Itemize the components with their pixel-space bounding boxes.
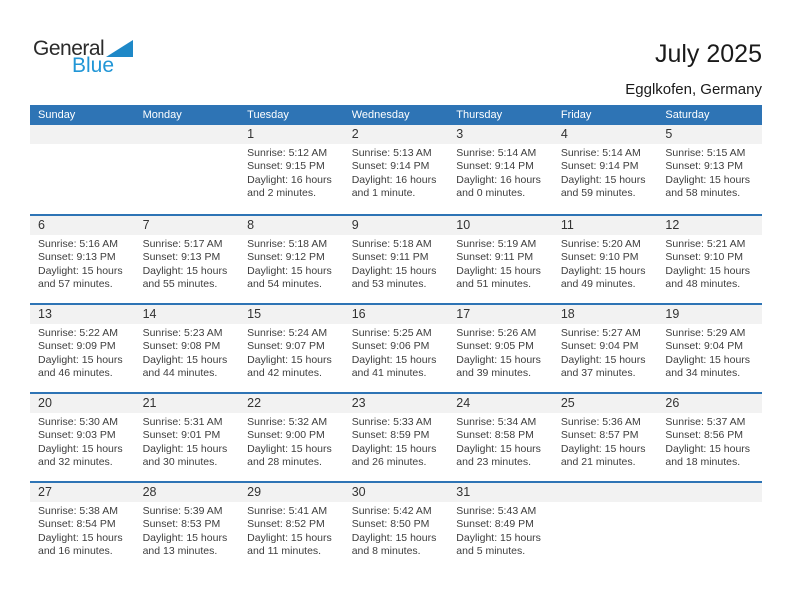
daylight-text-line1: Daylight: 15 hours	[351, 264, 437, 277]
daylight-text-line1: Daylight: 16 hours	[351, 173, 437, 186]
calendar-day-cell	[135, 483, 240, 570]
general-blue-logo	[33, 38, 173, 76]
weekday-header-thursday: Thursday	[456, 109, 503, 121]
sunrise-text: Sunrise: 5:42 AM	[351, 505, 432, 517]
daylight-text-line1: Daylight: 16 hours	[247, 173, 332, 186]
calendar-day-cell	[344, 483, 449, 570]
sunset-text: Sunset: 9:03 PM	[38, 429, 116, 442]
day-number-band	[239, 216, 344, 235]
day-number-band	[657, 216, 762, 235]
day-number: 15	[247, 307, 262, 321]
calendar-day-cell	[239, 216, 344, 303]
day-number-band	[30, 483, 135, 502]
daylight-text-line2: and 42 minutes.	[247, 367, 322, 380]
sunrise-text: Sunrise: 5:19 AM	[456, 238, 537, 250]
weekday-header-monday: Monday	[142, 109, 182, 121]
sunset-text: Sunset: 9:10 PM	[560, 251, 639, 264]
calendar-day-cell	[657, 305, 762, 392]
daylight-text-line1: Daylight: 15 hours	[665, 442, 751, 455]
week-row	[30, 481, 762, 570]
day-number-band	[135, 305, 240, 324]
day-number: 9	[351, 218, 359, 232]
daylight-text-line2: and 37 minutes.	[560, 367, 636, 380]
day-info	[239, 235, 344, 292]
daylight-text-line1: Daylight: 15 hours	[665, 173, 751, 186]
daylight-text-line2: and 13 minutes.	[142, 545, 218, 558]
sunset-text: Sunset: 9:08 PM	[142, 340, 221, 353]
sunrise-text: Sunrise: 5:22 AM	[38, 327, 118, 339]
calendar-day-cell	[239, 483, 344, 570]
calendar-day-cell	[344, 125, 449, 214]
calendar-day-cell	[344, 394, 449, 481]
day-number: 12	[665, 218, 680, 232]
daylight-text-line2: and 44 minutes.	[142, 367, 218, 380]
calendar-day-cell	[553, 125, 658, 214]
day-number-band	[344, 483, 449, 502]
logo-text-general: General	[33, 37, 105, 60]
calendar-day-cell	[344, 305, 449, 392]
sunset-text: Sunset: 9:15 PM	[247, 160, 325, 173]
calendar-day-cell	[657, 125, 762, 214]
day-number: 31	[456, 485, 471, 499]
sunrise-text: Sunrise: 5:16 AM	[38, 238, 118, 250]
day-info	[448, 144, 553, 201]
calendar-day-cell	[135, 394, 240, 481]
daylight-text-line1: Daylight: 15 hours	[38, 531, 123, 544]
day-number-band	[344, 305, 449, 324]
daylight-text-line2: and 48 minutes.	[665, 278, 741, 291]
day-number: 26	[665, 396, 680, 410]
sunrise-text: Sunrise: 5:29 AM	[665, 327, 746, 339]
daylight-text-line1: Daylight: 15 hours	[560, 442, 646, 455]
calendar-day-cell	[553, 305, 658, 392]
daylight-text-line2: and 18 minutes.	[665, 456, 741, 469]
sunrise-text: Sunrise: 5:14 AM	[456, 147, 537, 159]
calendar-day-cell	[448, 394, 553, 481]
day-number-band	[344, 394, 449, 413]
daylight-text-line2: and 54 minutes.	[247, 278, 322, 291]
day-number-band	[448, 216, 553, 235]
sunrise-text: Sunrise: 5:18 AM	[247, 238, 328, 250]
day-number-band	[448, 394, 553, 413]
day-number-band	[239, 394, 344, 413]
calendar-day-cell	[135, 216, 240, 303]
daylight-text-line2: and 49 minutes.	[560, 278, 636, 291]
calendar-day-cell	[239, 305, 344, 392]
sunrise-text: Sunrise: 5:15 AM	[665, 147, 746, 159]
day-number-band	[553, 394, 658, 413]
daylight-text-line1: Daylight: 15 hours	[38, 442, 123, 455]
day-number-band	[657, 483, 762, 502]
sunset-text: Sunset: 8:54 PM	[38, 518, 116, 531]
calendar-day-cell	[553, 394, 658, 481]
sunrise-text: Sunrise: 5:17 AM	[142, 238, 223, 250]
day-number-band	[135, 216, 240, 235]
day-number-band	[239, 483, 344, 502]
day-info	[448, 413, 553, 470]
daylight-text-line2: and 2 minutes.	[247, 187, 317, 200]
day-number: 24	[456, 396, 471, 410]
day-info	[135, 235, 240, 292]
daylight-text-line2: and 57 minutes.	[38, 278, 113, 291]
day-number: 10	[456, 218, 471, 232]
sunset-text: Sunset: 9:04 PM	[665, 340, 744, 353]
daylight-text-line1: Daylight: 15 hours	[142, 531, 228, 544]
day-info	[239, 144, 344, 201]
sunrise-text: Sunrise: 5:23 AM	[142, 327, 223, 339]
day-number: 3	[456, 127, 464, 141]
calendar-day-cell	[30, 216, 135, 303]
week-row	[30, 214, 762, 303]
day-number: 27	[38, 485, 52, 499]
daylight-text-line2: and 26 minutes.	[351, 456, 427, 469]
daylight-text-line2: and 55 minutes.	[142, 278, 218, 291]
calendar-day-cell	[448, 216, 553, 303]
sunset-text: Sunset: 8:57 PM	[560, 429, 639, 442]
day-number: 2	[351, 127, 359, 141]
day-info	[30, 324, 135, 381]
daylight-text-line2: and 59 minutes.	[560, 187, 636, 200]
day-info	[553, 144, 658, 201]
day-number-band	[657, 394, 762, 413]
calendar-day-cell	[135, 305, 240, 392]
day-number-band	[30, 305, 135, 324]
sunrise-text: Sunrise: 5:31 AM	[142, 416, 223, 428]
day-info	[553, 413, 658, 470]
sunset-text: Sunset: 9:06 PM	[351, 340, 430, 353]
daylight-text-line1: Daylight: 15 hours	[456, 531, 541, 544]
sunrise-text: Sunrise: 5:12 AM	[247, 147, 328, 159]
daylight-text-line1: Daylight: 15 hours	[560, 173, 646, 186]
day-info	[448, 324, 553, 381]
day-info	[30, 502, 135, 559]
sunset-text: Sunset: 9:12 PM	[247, 251, 325, 264]
sunset-text: Sunset: 9:14 PM	[351, 160, 430, 173]
calendar-day-cell	[448, 483, 553, 570]
sunset-text: Sunset: 8:58 PM	[456, 429, 534, 442]
day-info	[135, 144, 240, 147]
calendar-weeks	[30, 125, 762, 570]
day-info	[239, 502, 344, 559]
daylight-text-line2: and 11 minutes.	[247, 545, 322, 558]
daylight-text-line2: and 8 minutes.	[351, 545, 421, 558]
daylight-text-line1: Daylight: 15 hours	[247, 531, 332, 544]
sunset-text: Sunset: 9:00 PM	[247, 429, 325, 442]
day-number-band	[135, 483, 240, 502]
day-number: 13	[38, 307, 52, 321]
daylight-text-line1: Daylight: 15 hours	[351, 442, 437, 455]
daylight-text-line1: Daylight: 15 hours	[560, 264, 646, 277]
sunrise-text: Sunrise: 5:32 AM	[247, 416, 328, 428]
day-info	[30, 144, 135, 147]
daylight-text-line2: and 5 minutes.	[456, 545, 526, 558]
day-number-band	[657, 125, 762, 144]
day-info	[239, 324, 344, 381]
day-number: 5	[665, 127, 673, 141]
day-number: 8	[247, 218, 255, 232]
day-number-band	[553, 125, 658, 144]
day-number-band	[239, 125, 344, 144]
day-info	[448, 502, 553, 559]
sunrise-text: Sunrise: 5:24 AM	[247, 327, 328, 339]
sunrise-text: Sunrise: 5:34 AM	[456, 416, 537, 428]
day-info	[135, 324, 240, 381]
day-number: 7	[142, 218, 150, 232]
day-number: 6	[38, 218, 45, 232]
day-info	[657, 502, 762, 505]
daylight-text-line2: and 46 minutes.	[38, 367, 113, 380]
sunset-text: Sunset: 8:53 PM	[142, 518, 221, 531]
sunrise-text: Sunrise: 5:39 AM	[142, 505, 223, 517]
day-number-band	[553, 305, 658, 324]
week-row	[30, 125, 762, 214]
day-number-band	[344, 125, 449, 144]
calendar-day-cell	[657, 216, 762, 303]
day-info	[135, 502, 240, 559]
day-info	[553, 502, 658, 505]
daylight-text-line1: Daylight: 15 hours	[247, 353, 332, 366]
calendar-day-cell	[448, 125, 553, 214]
daylight-text-line1: Daylight: 15 hours	[351, 353, 437, 366]
day-number-band	[448, 483, 553, 502]
sunrise-text: Sunrise: 5:18 AM	[351, 238, 432, 250]
daylight-text-line2: and 30 minutes.	[142, 456, 218, 469]
calendar-day-cell	[344, 216, 449, 303]
daylight-text-line2: and 51 minutes.	[456, 278, 531, 291]
day-info	[553, 324, 658, 381]
day-number: 20	[38, 396, 52, 410]
sunset-text: Sunset: 9:13 PM	[142, 251, 221, 264]
daylight-text-line1: Daylight: 15 hours	[351, 531, 437, 544]
daylight-text-line2: and 16 minutes.	[38, 545, 113, 558]
day-info	[657, 144, 762, 201]
sunrise-text: Sunrise: 5:30 AM	[38, 416, 118, 428]
day-number: 19	[665, 307, 680, 321]
page-subtitle: Egglkofen, Germany	[625, 81, 762, 98]
sunset-text: Sunset: 9:05 PM	[456, 340, 534, 353]
calendar-day-cell	[30, 394, 135, 481]
sunrise-text: Sunrise: 5:36 AM	[560, 416, 641, 428]
calendar-day-cell	[239, 394, 344, 481]
daylight-text-line1: Daylight: 15 hours	[456, 442, 541, 455]
sunset-text: Sunset: 9:11 PM	[456, 251, 534, 264]
sunrise-text: Sunrise: 5:43 AM	[456, 505, 537, 517]
day-info	[135, 413, 240, 470]
sunset-text: Sunset: 9:11 PM	[351, 251, 429, 264]
sunset-text: Sunset: 8:49 PM	[456, 518, 534, 531]
week-row	[30, 392, 762, 481]
day-number-band	[239, 305, 344, 324]
day-info	[344, 413, 449, 470]
day-number-band	[135, 394, 240, 413]
day-info	[448, 235, 553, 292]
weekday-header-wednesday: Wednesday	[351, 109, 410, 121]
calendar-day-cell	[553, 216, 658, 303]
weekday-header-row	[30, 105, 762, 125]
daylight-text-line1: Daylight: 15 hours	[142, 442, 228, 455]
sunset-text: Sunset: 9:01 PM	[142, 429, 221, 442]
day-info	[344, 235, 449, 292]
sunset-text: Sunset: 9:13 PM	[38, 251, 116, 264]
calendar-day-cell	[239, 125, 344, 214]
sunrise-text: Sunrise: 5:26 AM	[456, 327, 537, 339]
day-number: 16	[351, 307, 366, 321]
day-number: 30	[351, 485, 366, 499]
day-number: 18	[560, 307, 575, 321]
day-info	[30, 235, 135, 292]
sunset-text: Sunset: 9:14 PM	[456, 160, 534, 173]
daylight-text-line1: Daylight: 16 hours	[456, 173, 541, 186]
daylight-text-line2: and 34 minutes.	[665, 367, 741, 380]
daylight-text-line2: and 53 minutes.	[351, 278, 427, 291]
daylight-text-line1: Daylight: 15 hours	[560, 353, 646, 366]
daylight-text-line2: and 28 minutes.	[247, 456, 322, 469]
day-number-band	[344, 216, 449, 235]
daylight-text-line1: Daylight: 15 hours	[456, 353, 541, 366]
day-number: 4	[560, 127, 568, 141]
daylight-text-line1: Daylight: 15 hours	[38, 353, 123, 366]
daylight-text-line2: and 0 minutes.	[456, 187, 526, 200]
day-info	[344, 324, 449, 381]
sunrise-text: Sunrise: 5:38 AM	[38, 505, 118, 517]
calendar-day-cell	[448, 305, 553, 392]
sunset-text: Sunset: 8:56 PM	[665, 429, 744, 442]
daylight-text-line2: and 41 minutes.	[351, 367, 427, 380]
calendar-day-cell	[30, 125, 135, 214]
sunset-text: Sunset: 9:07 PM	[247, 340, 325, 353]
day-info	[657, 324, 762, 381]
sunset-text: Sunset: 9:13 PM	[665, 160, 744, 173]
sunset-text: Sunset: 9:14 PM	[560, 160, 639, 173]
daylight-text-line1: Daylight: 15 hours	[142, 353, 228, 366]
page-title: July 2025	[654, 40, 762, 68]
sunrise-text: Sunrise: 5:13 AM	[351, 147, 432, 159]
day-number: 29	[247, 485, 262, 499]
day-info	[657, 413, 762, 470]
sunset-text: Sunset: 9:04 PM	[560, 340, 639, 353]
day-number-band	[30, 216, 135, 235]
daylight-text-line2: and 32 minutes.	[38, 456, 113, 469]
daylight-text-line2: and 21 minutes.	[560, 456, 636, 469]
daylight-text-line1: Daylight: 15 hours	[665, 264, 751, 277]
daylight-text-line1: Daylight: 15 hours	[456, 264, 541, 277]
day-number: 22	[247, 396, 262, 410]
day-number-band	[30, 125, 135, 144]
day-number-band	[553, 483, 658, 502]
calendar-day-cell	[30, 305, 135, 392]
weekday-header-tuesday: Tuesday	[247, 109, 289, 121]
daylight-text-line1: Daylight: 15 hours	[247, 264, 332, 277]
day-number-band	[553, 216, 658, 235]
day-number: 28	[142, 485, 157, 499]
daylight-text-line1: Daylight: 15 hours	[247, 442, 332, 455]
calendar-table	[30, 105, 762, 570]
sunrise-text: Sunrise: 5:37 AM	[665, 416, 746, 428]
daylight-text-line2: and 23 minutes.	[456, 456, 531, 469]
day-number-band	[30, 394, 135, 413]
daylight-text-line2: and 58 minutes.	[665, 187, 741, 200]
sunset-text: Sunset: 9:09 PM	[38, 340, 116, 353]
day-number-band	[135, 125, 240, 144]
day-info	[553, 235, 658, 292]
daylight-text-line2: and 39 minutes.	[456, 367, 531, 380]
day-number: 1	[247, 127, 255, 141]
sunrise-text: Sunrise: 5:20 AM	[560, 238, 641, 250]
day-number-band	[657, 305, 762, 324]
calendar-day-cell	[553, 483, 658, 570]
day-number: 25	[560, 396, 575, 410]
day-info	[30, 413, 135, 470]
sunrise-text: Sunrise: 5:33 AM	[351, 416, 432, 428]
sunrise-text: Sunrise: 5:25 AM	[351, 327, 432, 339]
day-info	[344, 144, 449, 201]
day-info	[239, 413, 344, 470]
sunrise-text: Sunrise: 5:41 AM	[247, 505, 328, 517]
weekday-header-friday: Friday	[560, 109, 592, 121]
sunrise-text: Sunrise: 5:14 AM	[560, 147, 641, 159]
weekday-header-saturday: Saturday	[665, 109, 710, 121]
day-info	[657, 235, 762, 292]
sunset-text: Sunset: 8:50 PM	[351, 518, 430, 531]
sunset-text: Sunset: 8:52 PM	[247, 518, 325, 531]
calendar-day-cell	[657, 483, 762, 570]
day-number-band	[448, 305, 553, 324]
sunset-text: Sunset: 9:10 PM	[665, 251, 744, 264]
day-number: 17	[456, 307, 471, 321]
weekday-header-sunday: Sunday	[38, 109, 76, 121]
calendar-day-cell	[135, 125, 240, 214]
logo-text-blue: Blue	[72, 54, 115, 77]
sunrise-text: Sunrise: 5:27 AM	[560, 327, 641, 339]
calendar-day-cell	[30, 483, 135, 570]
daylight-text-line1: Daylight: 15 hours	[142, 264, 228, 277]
daylight-text-line1: Daylight: 15 hours	[38, 264, 123, 277]
daylight-text-line1: Daylight: 15 hours	[665, 353, 751, 366]
day-info	[344, 502, 449, 559]
day-number: 14	[142, 307, 157, 321]
day-number: 23	[351, 396, 366, 410]
day-number: 11	[560, 218, 574, 232]
calendar-titles	[625, 40, 762, 98]
sunset-text: Sunset: 8:59 PM	[351, 429, 430, 442]
calendar-day-cell	[657, 394, 762, 481]
week-row	[30, 303, 762, 392]
day-number: 21	[142, 396, 157, 410]
sunrise-text: Sunrise: 5:21 AM	[665, 238, 746, 250]
day-number-band	[448, 125, 553, 144]
daylight-text-line2: and 1 minute.	[351, 187, 416, 200]
